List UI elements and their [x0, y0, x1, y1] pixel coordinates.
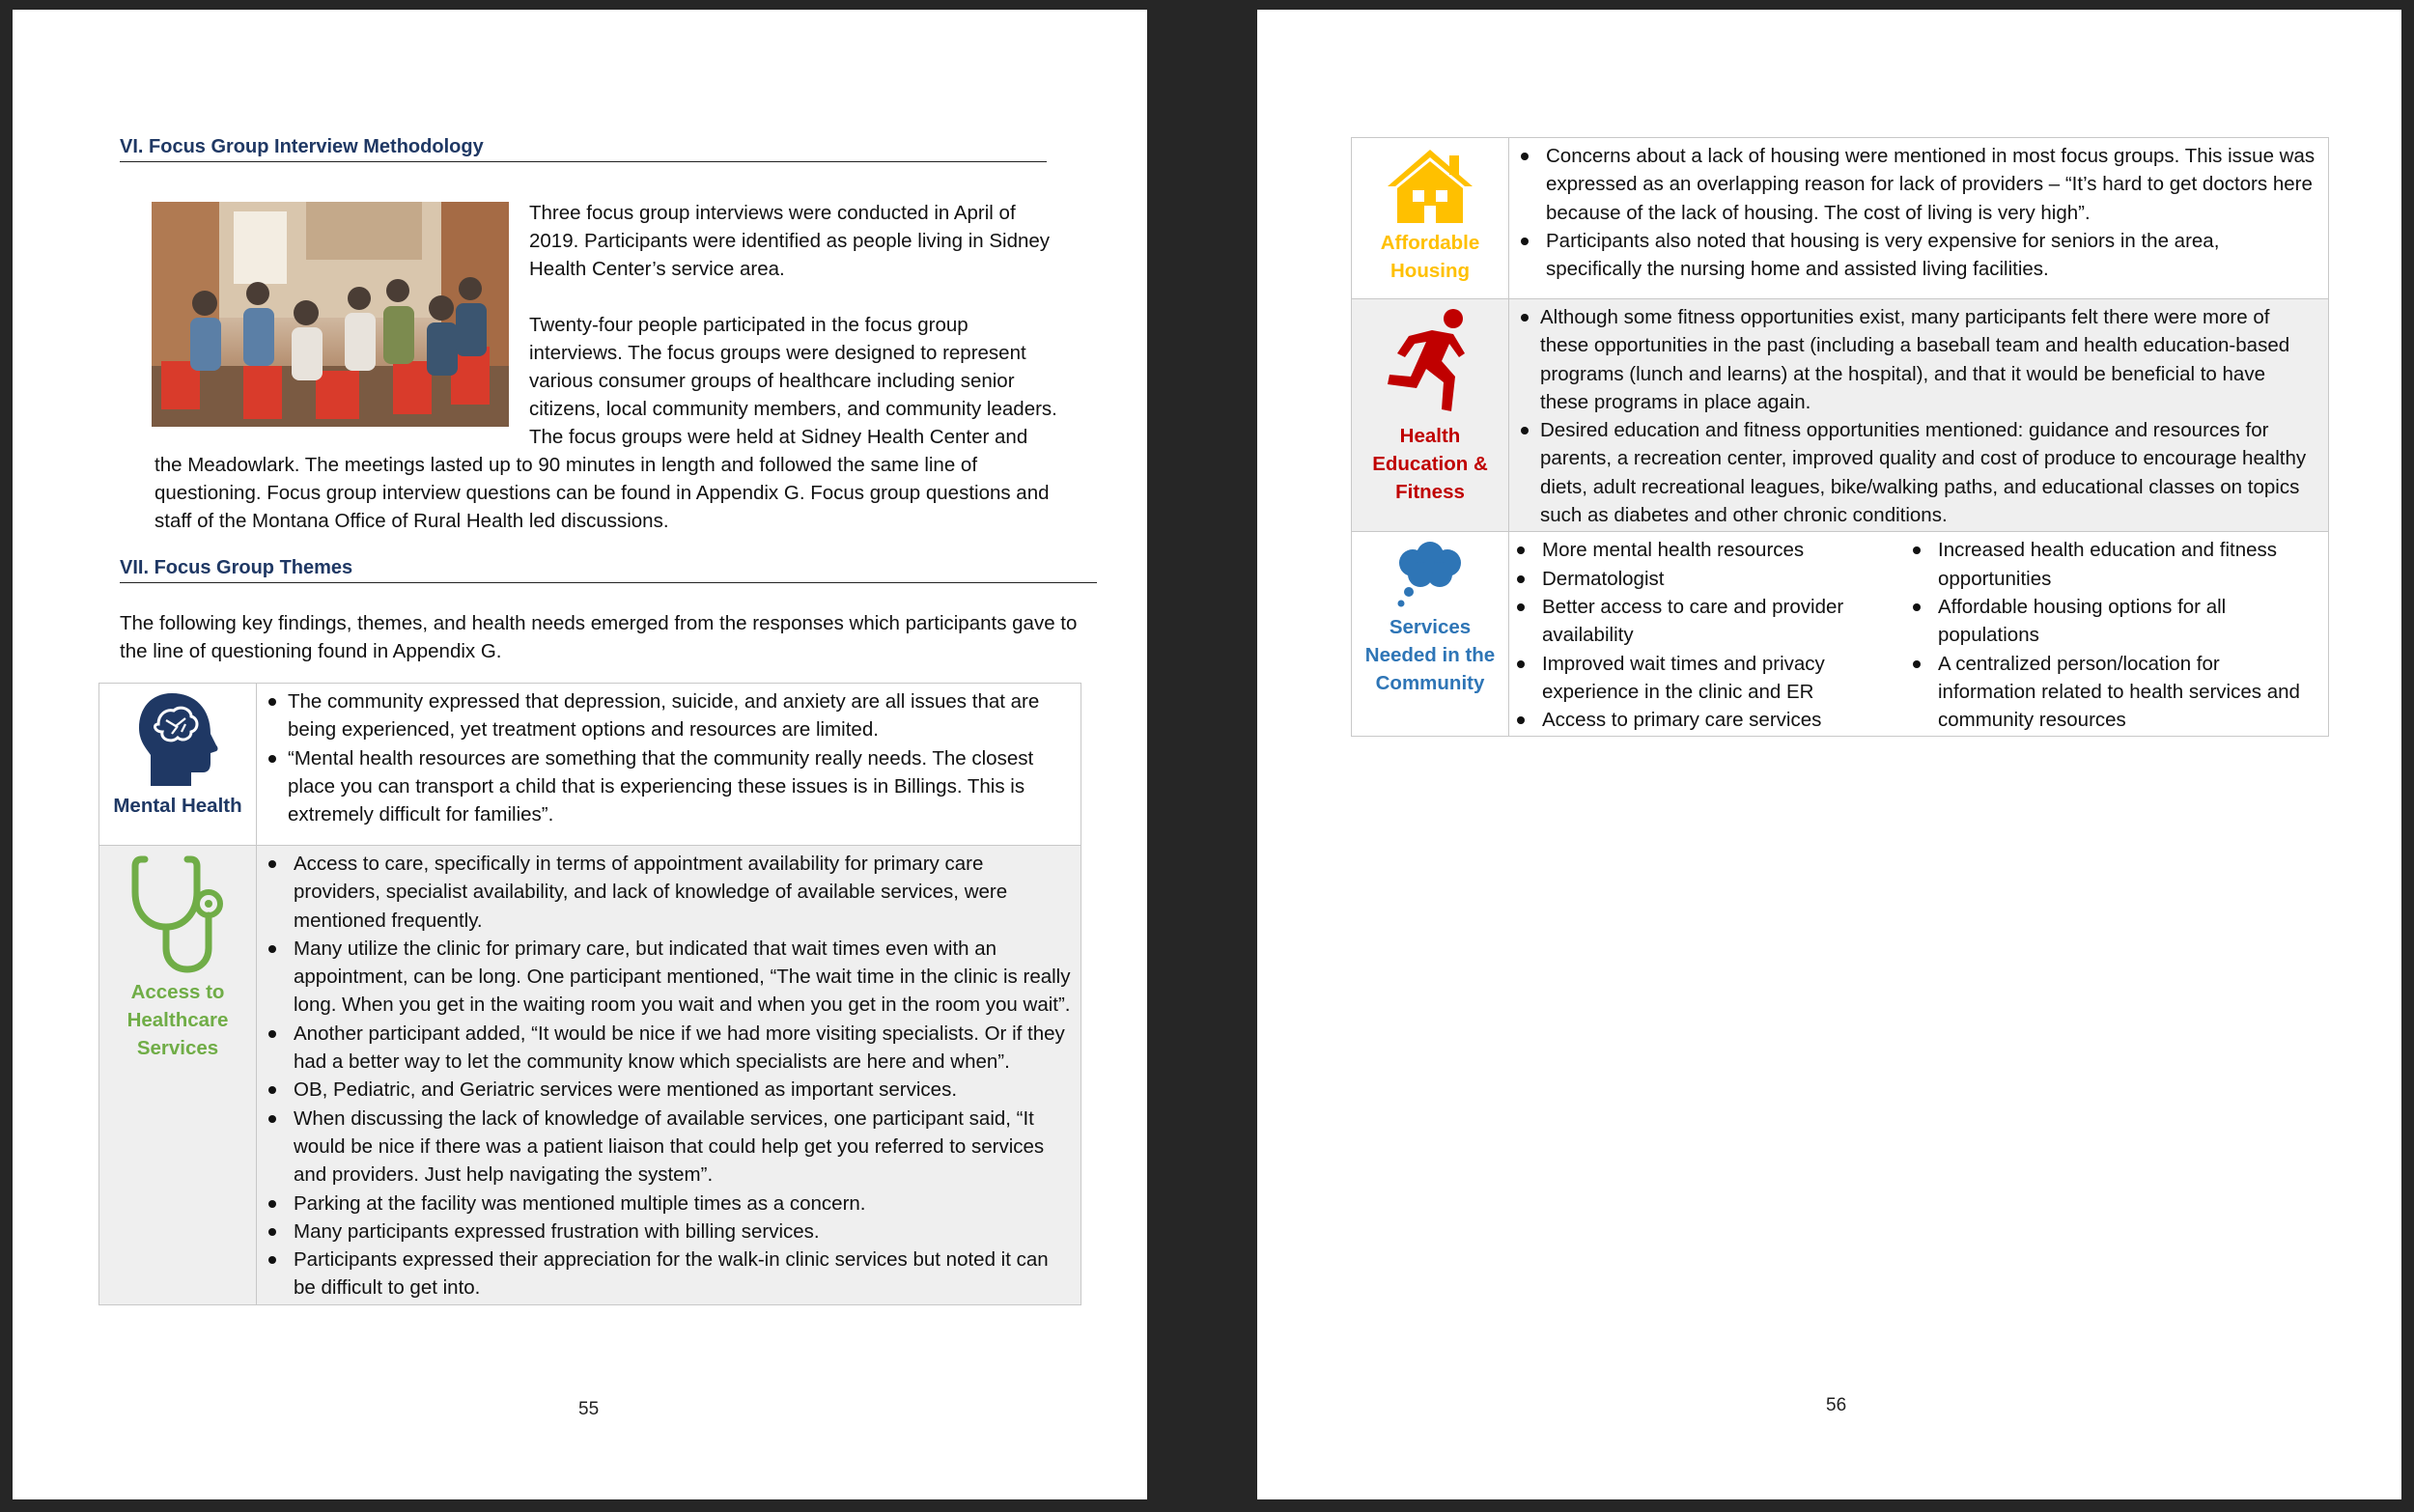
services-col2-item-3: A centralized person/location for information related to health services and community resources: [1907, 650, 2318, 735]
house-icon: [1384, 146, 1476, 225]
access-bullet-8: Participants expressed their appreciation for the walk-in clinic services but noted it can be difficult to get into.: [263, 1246, 1071, 1302]
intro-paragraph-2: Twenty-four people participated in the focus group interviews. The focus groups were designed to represent various consumer groups of healthcare including senior citizens, local community members, and community leaders. The focus groups were held at Sidney Health Center and the Meadowlark. The meetings lasted up to 90 minutes in length and followed the same line of questioning. Focus group interview questions can be found in Appendix G. Focus group questions and staff of the Montana Office of Rural Health led discussions.: [154, 314, 1057, 532]
health-education-row: [1352, 299, 2329, 532]
education-bullet-1: Although some fitness opportunities exist, many participants felt there were more of these opportunities in the past (including a baseball team and health education-based programs (lunch and learns) at the hospital), and that it would be beneficial to have these programs in place again.: [1515, 303, 2318, 416]
themes-intro: The following key findings, themes, and health needs emerged from the responses which participants gave to the line of questioning found in Appendix G.: [120, 612, 1078, 662]
access-healthcare-row: [99, 846, 1081, 1305]
affordable-housing-label: Affordable Housing: [1380, 232, 1480, 282]
services-needed-label-cell: [1352, 532, 1509, 737]
services-col1-item-3: Better access to care and provider availability: [1511, 593, 1897, 650]
services-needed-row: [1352, 532, 2329, 737]
mental-health-row: [99, 684, 1081, 846]
services-col2-item-1: Increased health education and fitness opportunities: [1907, 536, 2318, 593]
thought-cloud-icon: [1391, 540, 1469, 609]
health-education-content: [1509, 299, 2329, 532]
access-bullet-5: When discussing the lack of knowledge of available services, one participant said, “It would be nice if there was a patient liaison that could help get you referred to services and providers. Just help navigating the system”.: [263, 1105, 1071, 1190]
housing-bullet-1: Concerns about a lack of housing were mentioned in most focus groups. This issue was expressed as an overlapping reason for lack of providers – “It’s hard to get doctors here because of the lack of housing. The cost of living is very high”.: [1515, 142, 2318, 227]
stethoscope-icon: [131, 854, 224, 974]
education-bullet-2: Desired education and fitness opportunities mentioned: guidance and resources for parents, a recreation center, improved quality and cost of produce to encourage healthy diets, adult recreational leagues, bike/walking paths, and educational classes on topics such as diabetes and other chronic conditions.: [1515, 416, 2318, 529]
intro-paragraph-1: Three focus group interviews were conducted in April of 2019. Participants were identified as people living in Sidney Health Center’s service area.: [529, 202, 1051, 280]
access-bullet-3: Another participant added, “It would be nice if we had more visiting specialists. Or if they had a better way to let the community know which specialists are here and when”.: [263, 1020, 1071, 1077]
section-heading-vii: VII. Focus Group Themes: [120, 557, 1097, 583]
housing-bullet-2: Participants also noted that housing is very expensive for seniors in the area, specifically the nursing home and assisted living facilities.: [1515, 227, 2318, 284]
access-bullet-4: OB, Pediatric, and Geriatric services were mentioned as important services.: [263, 1076, 1071, 1104]
access-healthcare-label: Access to Healthcare Services: [126, 981, 229, 1059]
access-bullet-2: Many utilize the clinic for primary care, but indicated that wait times even with an appointment, can be long. One participant mentioned, “The wait time in the clinic is really long. When you get in the waiting room you wait and when you get in the room you wait”.: [263, 935, 1071, 1020]
mental-health-bullet-1: The community expressed that depression, suicide, and anxiety are all issues that are being experienced, yet treatment options and resources are limited.: [263, 687, 1071, 744]
themes-table-left: [98, 683, 1081, 1305]
mental-health-label-cell: [99, 684, 257, 846]
page-number-55: 55: [578, 1399, 600, 1419]
affordable-housing-label-cell: [1352, 138, 1509, 299]
brain-head-icon: [137, 691, 218, 788]
methodology-text: [154, 199, 1057, 535]
services-needed-label: Services Needed in the Community: [1364, 616, 1496, 695]
access-bullet-6: Parking at the facility was mentioned multiple times as a concern.: [263, 1190, 1071, 1218]
themes-table-right: [1351, 137, 2329, 737]
health-education-label: Health Education & Fitness: [1372, 425, 1488, 503]
document-page-55: [13, 10, 1147, 1499]
affordable-housing-content: [1509, 138, 2329, 299]
services-col1-item-2: Dermatologist: [1511, 565, 1897, 593]
section-heading-vi: VI. Focus Group Interview Methodology: [120, 136, 1047, 162]
access-bullet-7: Many participants expressed frustration with billing services.: [263, 1218, 1071, 1246]
affordable-housing-row: [1352, 138, 2329, 299]
access-healthcare-content: [257, 846, 1081, 1305]
access-healthcare-label-cell: [99, 846, 257, 1305]
access-bullet-1: Access to care, specifically in terms of appointment availability for primary care providers, specialist availability, and lack of knowledge of available services, were mentioned frequently.: [263, 850, 1071, 935]
page-number-56: 56: [1826, 1395, 1847, 1415]
services-col1-item-4: Improved wait times and privacy experience in the clinic and ER: [1511, 650, 1897, 707]
mental-health-label: Mental Health: [113, 795, 242, 817]
document-page-56: [1257, 10, 2401, 1499]
services-col1-item-5: Access to primary care services: [1511, 706, 1897, 734]
services-needed-content: [1509, 532, 2329, 737]
services-col1-item-1: More mental health resources: [1511, 536, 1897, 564]
services-col2-item-2: Affordable housing options for all populations: [1907, 593, 2318, 650]
mental-health-content: [257, 684, 1081, 846]
health-education-label-cell: [1352, 299, 1509, 532]
mental-health-bullet-2: “Mental health resources are something that the community really needs. The closest place you can transport a child that is experiencing these issues is in Billings. This is extremely difficult for families”.: [263, 744, 1071, 829]
running-person-icon: [1382, 307, 1478, 418]
